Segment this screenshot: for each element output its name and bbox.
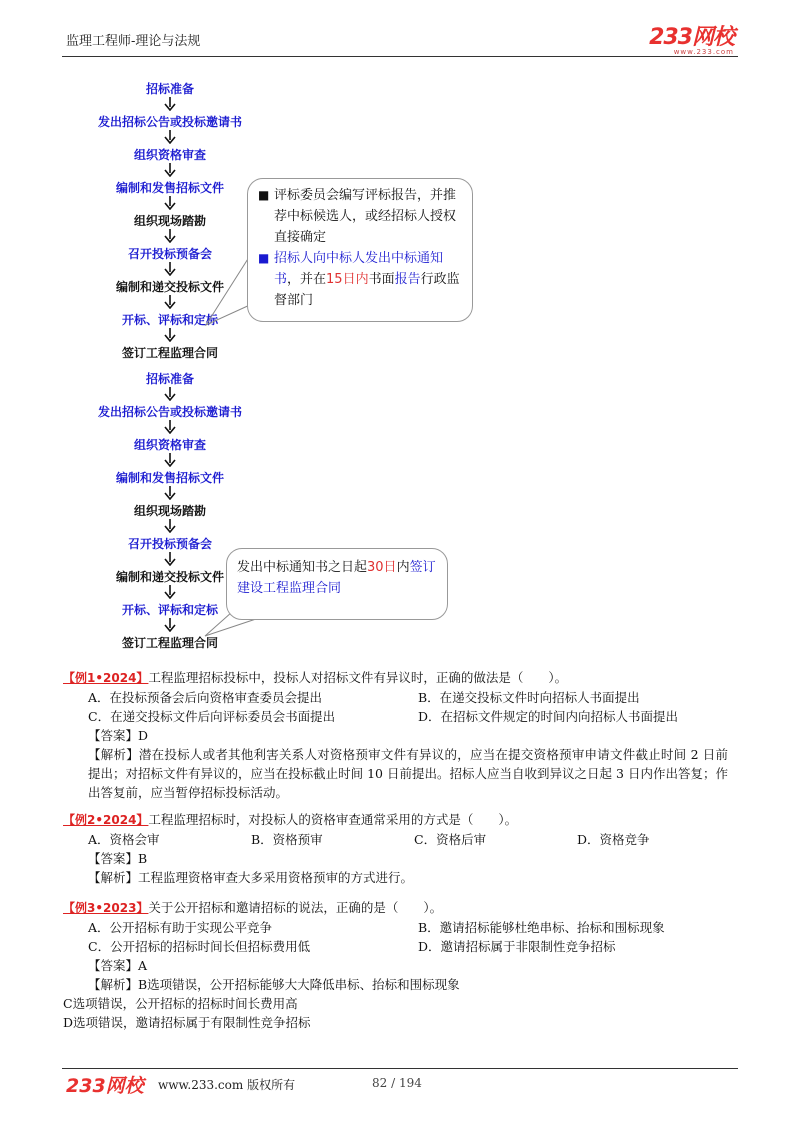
question-3-options-row-1 (88, 918, 728, 937)
question-3-options-row-2 (88, 937, 728, 956)
bullet-square-icon: ■ (258, 188, 270, 202)
question-1-option-b: B．在递交投标文件时向招标人书面提出 (418, 690, 640, 705)
flow-step: 组织现场踏勘 (133, 504, 206, 518)
flow-step: 编制和递交投标文件 (115, 570, 224, 584)
arrow-down-icon (164, 618, 176, 632)
flow-step: 签订工程监理合同 (121, 636, 218, 650)
callout-2-part-1: 发出中标通知书之日起 (237, 560, 368, 575)
callout-1-dept: 行政监督部门 (274, 272, 460, 308)
callout-2-text (237, 560, 436, 596)
arrow-down-icon (164, 196, 176, 210)
flow-step: 组织现场踏勘 (133, 214, 206, 228)
question-1-analysis: 【解析】潜在投标人或者其他利害关系人对资格预审文件有异议的，应当在提交资格预审申请文件截止时间 2 日前提出；对招标文件有异议的，应当在投标截止时间 10 日前提出。招标人应当自收到异议之日起 3 日内作出答复；作出答复前，应当暂停招标投标活动。 (88, 747, 728, 800)
question-1-stem (63, 668, 728, 688)
question-2-stem-text: 工程监理招标时，对投标人的资格审查通常采用的方式是（ ）。 (148, 812, 518, 827)
question-3-analysis-3: D选项错误，邀请招标属于有限制性竞争招标 (63, 1015, 311, 1030)
callout-1 (247, 178, 473, 322)
bullet-square-icon: ■ (258, 251, 270, 265)
question-3 (63, 898, 728, 1032)
arrow-down-icon (164, 295, 176, 309)
question-3-analysis-1: 【解析】B选项错误，公开招标能够大大降低串标、抬标和围标现象 (88, 977, 460, 992)
flow-step: 开标、评标和定标 (121, 603, 218, 617)
question-1 (63, 668, 728, 802)
callout-1-days: 15日内 (326, 272, 369, 287)
flow-step: 编制和发售招标文件 (115, 471, 224, 485)
question-1-answer: 【答案】D (88, 728, 149, 743)
arrow-down-icon (164, 420, 176, 434)
question-2-option-d: D．资格竞争 (577, 832, 650, 847)
callout-1-bullet-2-text (274, 248, 466, 311)
logo-url: www.233.com (673, 48, 734, 56)
question-2-options (88, 830, 728, 849)
callout-2-days: 30日 (367, 560, 397, 575)
question-1-options-row-1 (88, 688, 728, 707)
footer-logo: 233网校 (66, 1075, 144, 1097)
arrow-down-icon (164, 97, 176, 111)
flow-step: 签订工程监理合同 (121, 346, 218, 360)
flow-step: 召开投标预备会 (127, 247, 212, 261)
flow-step: 组织资格审查 (133, 148, 206, 162)
question-2-tag: 【例2•2024】 (63, 813, 149, 827)
question-3-option-c: C．公开招标的招标时间长但招标费用低 (88, 939, 311, 954)
question-1-option-d: D．在招标文件规定的时间内向招标人书面提出 (418, 709, 679, 724)
question-1-option-a: A．在投标预备会后向资格审查委员会提出 (88, 690, 323, 705)
arrow-down-icon (164, 163, 176, 177)
arrow-down-icon (164, 552, 176, 566)
callout-1-written: 书面 (368, 272, 395, 287)
question-3-option-a: A．公开招标有助于实现公平竞争 (88, 920, 273, 935)
question-2 (63, 810, 728, 887)
flow-step: 招标准备 (145, 82, 194, 96)
logo-text: 233网校 (649, 25, 734, 50)
question-2-option-a: A．资格会审 (88, 832, 160, 847)
question-2-option-c: C．资格后审 (414, 832, 487, 847)
flow-step: 开标、评标和定标 (121, 313, 218, 327)
callout-1-notice: 招标人向中标人发出中标通知书 (274, 251, 444, 287)
question-3-stem (63, 898, 728, 918)
arrow-down-icon (164, 486, 176, 500)
flow-step: 编制和递交投标文件 (115, 280, 224, 294)
question-3-tag: 【例3•2023】 (63, 901, 149, 915)
question-3-stem-text: 关于公开招标和邀请招标的说法，正确的是（ ）。 (148, 900, 443, 915)
callout-1-bullet-2 (258, 248, 466, 311)
question-2-analysis: 【解析】工程监理资格审查大多采用资格预审的方式进行。 (88, 870, 414, 885)
question-1-options-row-2 (88, 707, 728, 726)
callout-1-report: 报告 (394, 272, 421, 287)
question-1-option-c: C．在递交投标文件后向评标委员会书面提出 (88, 709, 336, 724)
footer-rule (62, 1068, 738, 1069)
question-2-stem (63, 810, 728, 830)
question-1-stem-text: 工程监理招标投标中，投标人对招标文件有异议时，正确的做法是（ ）。 (148, 670, 568, 685)
callout-2-contract: 签订建设工程监理合同 (237, 560, 436, 596)
callout-2 (226, 548, 448, 620)
question-1-tag: 【例1•2024】 (63, 671, 149, 685)
arrow-down-icon (164, 130, 176, 144)
flow-step: 组织资格审查 (133, 438, 206, 452)
question-3-answer: 【答案】A (88, 958, 148, 973)
callout-1-bullet-1-text: 评标委员会编写评标报告，并推荐中标候选人，或经招标人授权直接确定 (274, 188, 457, 245)
document-header-title: 监理工程师-理论与法规 (66, 34, 201, 49)
arrow-down-icon (164, 387, 176, 401)
page-number: 82 / 194 (372, 1076, 422, 1090)
flow-step: 发出招标公告或投标邀请书 (97, 115, 242, 129)
question-3-analysis-2: C选项错误，公开招标的招标时间长费用高 (63, 996, 298, 1011)
arrow-down-icon (164, 262, 176, 276)
question-3-option-b: B．邀请招标能够杜绝串标、抬标和围标现象 (418, 920, 665, 935)
callout-2-part-3: 内 (396, 560, 410, 575)
arrow-down-icon (164, 453, 176, 467)
callout-1-connector-text: ，并在 (287, 272, 327, 287)
footer-copyright: www.233.com 版权所有 (158, 1078, 296, 1092)
flow-step: 发出招标公告或投标邀请书 (97, 405, 242, 419)
arrow-down-icon (164, 229, 176, 243)
flow-step: 招标准备 (145, 372, 194, 386)
question-2-option-b: B．资格预审 (251, 832, 323, 847)
question-2-answer: 【答案】B (88, 851, 148, 866)
arrow-down-icon (164, 585, 176, 599)
flow-step: 召开投标预备会 (127, 537, 212, 551)
brand-logo (649, 20, 734, 56)
callout-1-bullet-1 (258, 185, 466, 248)
arrow-down-icon (164, 328, 176, 342)
flow-step: 编制和发售招标文件 (115, 181, 224, 195)
question-3-option-d: D．邀请招标属于非限制性竞争招标 (418, 939, 616, 954)
arrow-down-icon (164, 519, 176, 533)
header-rule (62, 56, 738, 57)
